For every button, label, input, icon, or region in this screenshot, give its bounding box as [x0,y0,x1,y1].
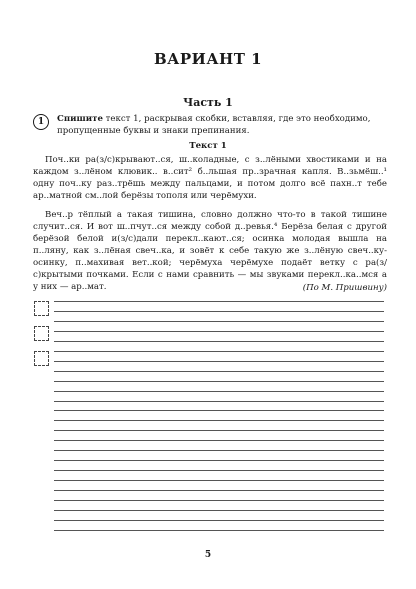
answer-line[interactable] [54,440,384,441]
answer-checkbox-1[interactable] [34,301,49,316]
answer-line[interactable] [54,331,384,332]
answer-line[interactable] [54,371,384,372]
answer-checkbox-3[interactable] [34,351,49,366]
text-author: (По М. Пришвину) [302,283,387,293]
answer-line[interactable] [54,391,384,392]
text-title: Текст 1 [189,141,227,151]
answer-line[interactable] [54,490,384,491]
answer-line[interactable] [54,341,384,342]
answer-checkbox-2[interactable] [34,326,49,341]
answer-line[interactable] [54,410,384,411]
answer-line[interactable] [54,480,384,481]
text-paragraph-1: Поч..ки ра(з/с)крывают..ся, ш..коладные, с з..лёными хвостиками и на каждом з..лёном клювик.. в..сит² б..льшая пр..зрачная капля. В..зьмёш..¹ одну поч..ку раз..трёшь между пальцами, и потом долго всё пахн..т тебе ар..матной см..лой берёзы тополя или черёмухи. [33,155,387,201]
answer-line[interactable] [54,530,384,531]
answer-line[interactable] [54,401,384,402]
answer-line[interactable] [54,321,384,322]
answer-line[interactable] [54,361,384,362]
task-instruction-verb: Спишите [57,114,103,124]
task-instruction-rest: текст 1, раскрывая скобки, вставляя, где это необходимо, пропущенные буквы и знаки препинания. [57,114,371,136]
answer-line[interactable] [54,420,384,421]
answer-line[interactable] [54,510,384,511]
answer-line[interactable] [54,430,384,431]
answer-line[interactable] [54,520,384,521]
task-number-badge: 1 [33,114,49,130]
answer-line[interactable] [54,381,384,382]
task-instruction [57,113,387,137]
page-number: 5 [204,550,212,560]
answer-line[interactable] [54,450,384,451]
answer-line[interactable] [54,311,384,312]
text-paragraph-2: Веч..р тёплый а такая тишина, словно должно что-то в такой тишине случит..ся. И вот ш..пчут..ся между собой д..ревья.⁴ Берёза белая с другой берёзой белой и(з/с)дали перекл..кают..ся; осинка молодая вышла на п..ляну, как з..лёная свеч..ка, и зовёт к себе такую же з..лёную свеч..ку-осинку, п..махивая вет..кой; черёмуха черёмухе подаёт ветку с ра(з/с)крытыми почками. Если с нами сравнить — мы звуками перекл..ка..мся а у них — ар..мат. [33,210,387,292]
answer-line[interactable] [54,500,384,501]
answer-line[interactable] [54,301,384,302]
part-title: Часть 1 [183,96,233,109]
answer-line[interactable] [54,351,384,352]
variant-title: ВАРИАНТ 1 [153,50,263,68]
answer-line[interactable] [54,460,384,461]
answer-line[interactable] [54,470,384,471]
